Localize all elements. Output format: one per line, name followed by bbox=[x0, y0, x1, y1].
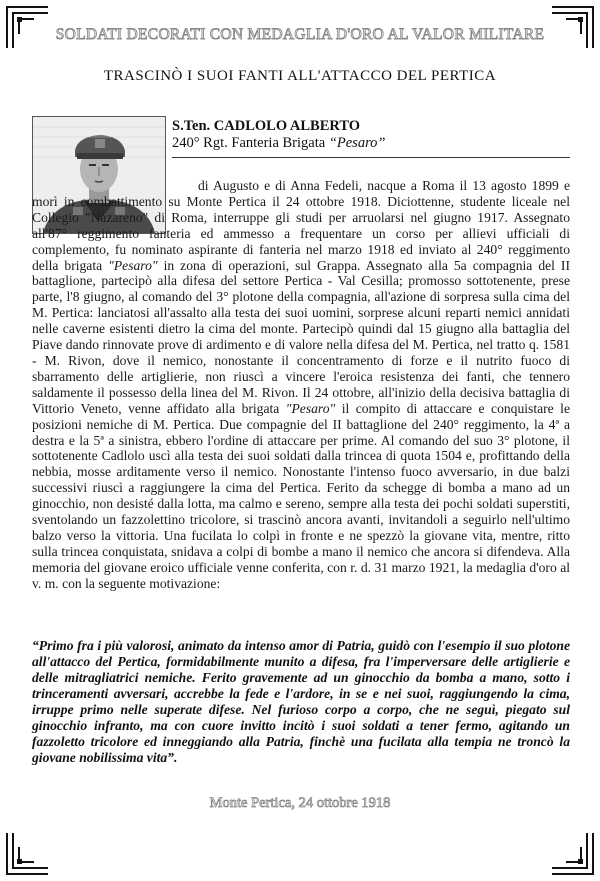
soldier-unit bbox=[172, 135, 385, 152]
unit-text: 240° Rgt. Fanteria Brigata bbox=[172, 135, 329, 151]
page-header: SOLDATI DECORATI CON MEDAGLIA D'ORO AL VALOR MILITARE bbox=[55, 26, 545, 43]
soldier-name: S.Ten. CADLOLO ALBERTO bbox=[172, 118, 361, 134]
bio-part-1: di Augusto e di Anna Fedeli, nacque a Roma il 13 agosto 1899 e morì in combattimento su Monte Pertica il 24 ottobre 1918. Diciottenne, studente liceale nel Collegio "Nazareno" di Roma, interruppe gli studi per arruolarsi nel giugno 1917. Assegnato all'87° reggimento fanteria ed ammesso a frequentare un corso per allievi ufficiali di complemento, fu nominato aspirante di fanteria nel marzo 1918 ed inviato al 240° reggimento della brigata bbox=[32, 178, 570, 273]
biography-text bbox=[32, 178, 570, 592]
unit-brigade: “Pesaro” bbox=[328, 135, 386, 151]
bio-brigade-2: "Pesaro" bbox=[285, 400, 336, 416]
page-title: TRASCINÒ I SUOI FANTI ALL'ATTACCO DEL PERTICA bbox=[103, 68, 497, 84]
divider bbox=[172, 157, 570, 158]
bio-part-2: in zona di operazioni, sul Grappa. Assegnato alla 5a compagnia del II battaglione, partecipò alla difesa del settore Pertica - Val Cesilla; promosso sottotenente, prese parte, l'8 giugno, al comando del 3° plotone della compagnia, all'azione di sorpresa sulla cima del M. Pertica: lanciatosi all'assalto alla testa dei suoi uomini, sorprese alcuni reparti nemici annidati nelle caverne esistenti dietro la cima del monte. Partecipò quindi dal 15 giugno alla battaglia del Piave dando rinnovate prove di ardimento e di valore nella difesa del M. Pertica, nel tratto q. 1581 - M. Rivon, dove il nemico, nonostante il concentramento di forze e il nutrito fuoco di sbarramento delle artiglierie, non riuscì a vincere l'eroica resistenza dei fanti, che tennero saldamente il possesso della linea del M. Rivon. Il 24 ottobre, all'inizio della decisiva battaglia di Vittorio Veneto, venne affidato alla brigata bbox=[32, 257, 570, 416]
medal-motivation: “Primo fra i più valorosi, animato da intenso amor di Patria, guidò con l'esempio il suo plotone all'attacco del Pertica, formidabilmente munito a difesa, fra l'imperversare delle artiglierie e delle mitragliatrici nemiche. Ferito gravemente ad un ginocchio da bomba a mano, sotto i trinceramenti avversari, accrebbe la fede e l'ardore, in se e nei suoi, raggiungendo la cima, irruppe primo nelle superate difese. Nel furioso corpo a corpo, che ne seguì, piegato sul ginocchio infranto, ma con cuore invitto incitò i suoi soldati a tener fermo, agitando un fazzoletto tricolore ed inneggiando alla Patria, finchè una fucilata alla tempia ne troncò la giovane nobilissima vita”. bbox=[32, 638, 570, 765]
ornamental-corner-icon bbox=[550, 831, 596, 877]
bio-brigade-1: "Pesaro" bbox=[108, 257, 158, 273]
bio-part-3: il compito di attaccare e conquistare le posizioni nemiche di M. Pertica. Due compagnie del II battaglione del 240° reggimento, la 4ª a destra e la 5ª a sinistra, ebbero l'ordine di attaccare per prime. Al comando del suo 3° plotone, il sottotenente Cadlolo uscì alla testa dei suoi soldati dalla trincea di quota 1504 e, profittando della nebbia, mosse arditamente verso il nemico. Nonostante l'intenso fuoco avversario, in due balzi successivi riuscì a raggiungere la cima del Pertica. Ferito da schegge di bomba a mano ad un ginocchio, non desisté dalla lotta, ma calmo e sereno, sempre alla testa dei pochi soldati superstiti, sventolando un fazzolettino tricolore, si trascinò ancora avanti, invitandoli a seguirlo nell'ultimo balzo verso la vittoria. Una fucilata lo colpì in fronte e ne spezzò la giovane vita, mentre, ritto sulla trincea conquistata, snidava a colpi di bombe a mano il nemico che ancora si difendeva. Alla memoria del giovane eroico ufficiale venne conferita, con r. d. 31 marzo 1921, la medaglia d'oro al v. m. con la seguente motivazione: bbox=[32, 400, 570, 591]
ornamental-corner-icon bbox=[4, 831, 50, 877]
footer-place-date: Monte Pertica, 24 ottobre 1918 bbox=[209, 795, 391, 811]
